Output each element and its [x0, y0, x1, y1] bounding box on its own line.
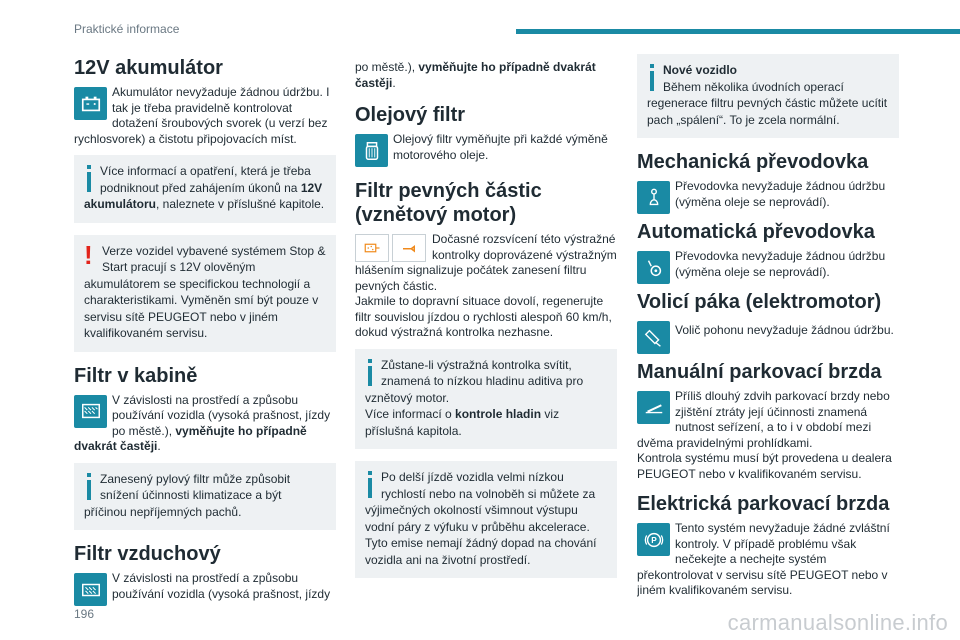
electric-parking-brake-text: Tento systém nevyžaduje žádné zvláštní kontroly. V případě problému však nečekejte a nechejte systém překontrolovat v servisu sítě PEUGEOT nebo v jiném kvalifikovaném servisu. [637, 521, 890, 597]
note-box-dpf-additive [355, 349, 617, 450]
warning-box-battery [74, 235, 336, 352]
section-title-manual-parking-brake: Manuální parkovací brzda [637, 361, 882, 383]
battery-note: Více informací a opatření, která je třeba podniknout před zahájením úkonů na 12V akumulátoru, naleznete v příslušné kapitole. [84, 164, 325, 211]
running-header: Praktické informace [74, 22, 180, 36]
manual-parking-brake-paragraph [637, 389, 899, 451]
note-box-cabin-filter [74, 463, 336, 531]
section-title-electric-parking-brake: Elektrická parkovací brzda [637, 493, 890, 515]
manual-gearbox-icon [637, 181, 670, 214]
dpf-text-2: Jakmile to dopravní situace dovolí, regenerujte filtr souvislou jízdou o rychlosti alespoň 60 km/h, dokud výstražná kontrolka nezhasne. [355, 294, 612, 339]
section-title-selector: Volicí páka (elektromotor) [637, 291, 882, 313]
warning-icon: ! [84, 239, 93, 270]
new-vehicle-note: Nové vozidlo Během několika úvodních operací regenerace filtru pevných částic můžete ucítit pach „spálení“. To je zcela normální. [647, 63, 888, 127]
manual-parking-brake-text-2: Kontrola systému musí být provedena u dealera PEUGEOT nebo v kvalifikovaném servisu. [637, 451, 892, 481]
info-icon [84, 473, 94, 503]
dpf-note-additive: Zůstane-li výstražná kontrolka svítit, znamená to nízkou hladinu aditiva pro vznětový motor. Více informací o kontrole hladin viz příslušná kapitola. [365, 357, 584, 438]
automatic-gearbox-text: Převodovka nevyžaduje žádnou údržbu (výměna oleje se neprovádí). [675, 249, 886, 279]
section-title-cabin-filter: Filtr v kabině [74, 364, 198, 387]
oil-filter-icon [355, 134, 388, 167]
section-title-manual-gearbox: Mechanická převodovka [637, 151, 869, 173]
wrench-icon [392, 234, 426, 262]
header-accent-bar [516, 29, 960, 34]
page-number: 196 [74, 607, 95, 621]
dpf-paragraph [355, 232, 617, 294]
manual-gearbox-text: Převodovka nevyžaduje žádnou údržbu (výměna oleje se neprovádí). [675, 179, 886, 209]
section-title-air-filter: Filtr vzduchový [74, 543, 221, 565]
info-icon [647, 64, 657, 94]
section-title-dpf: Filtr pevných částic (vznětový motor) [355, 180, 542, 226]
electric-parking-brake-icon [637, 523, 670, 556]
watermark: carmanualsonline.info [727, 610, 948, 635]
info-icon [84, 165, 94, 195]
manual-parking-brake-text-1: Příliš dlouhý zdvih parkovací brzdy nebo zjištění ztráty její účinnosti znamená nutnost seřízení, a to i v období mezi dvěma pravidelnými prohlídkami. [637, 389, 890, 450]
dpf-text-1: Dočasné rozsvícení této výstražné kontrolky doprovázené výstražným hlášením signalizuje počátek zanesení filtru pevných částic. [355, 232, 617, 293]
oil-filter-paragraph [355, 132, 617, 167]
section-title-battery: 12V akumulátor [74, 57, 223, 79]
automatic-gearbox-paragraph [637, 249, 899, 284]
note-box-new-vehicle [637, 54, 899, 138]
note-box-battery [74, 155, 336, 223]
battery-paragraph [74, 85, 336, 147]
battery-warning: Verze vozidel vybavené systémem Stop & Start pracují s 12V olověným akumulátorem se specifickou technologií a charakteristikami. Vyměněn smí být pouze v servisu sítě PEUGEOT nebo v jiném kvalifikovaném servisu. [84, 243, 326, 340]
info-icon [365, 471, 375, 501]
manual-gearbox-paragraph [637, 179, 899, 214]
selector-paragraph [637, 319, 899, 354]
parking-brake-lever-icon [637, 391, 670, 424]
column-2 [355, 50, 617, 590]
automatic-gearbox-icon [637, 251, 670, 284]
cabin-filter-paragraph [74, 393, 336, 455]
electric-parking-brake-paragraph [637, 521, 899, 599]
battery-text: Akumulátor nevyžaduje žádnou údržbu. I tak je třeba pravidelně kontrolovat dotažení šroubových svorek (u verzí bez rychlosvorek) a čistotu připojovacích míst. [74, 85, 330, 146]
section-title-oil-filter: Olejový filtr [355, 104, 466, 126]
dpf-note-steam: Po delší jízdě vozidla velmi nízkou rychlostí nebo na volnoběh si můžete za výjimečných okolností všimnout výstupu vodní páry z výfuku v průběhu akcelerace. Tyto emise nemají žádný dopad na chování vozidla ani na životní prostředí. [365, 470, 597, 567]
particle-filter-icon [355, 234, 389, 262]
air-filter-icon [74, 573, 107, 606]
svg-text:P: P [650, 535, 657, 545]
air-filter-paragraph [74, 571, 336, 606]
gear-selector-icon [637, 321, 670, 354]
battery-icon [74, 87, 107, 120]
column-1 [74, 50, 336, 606]
cabin-filter-note: Zanesený pylový filtr může způsobit snížení účinnosti klimatizace a být příčinou nepříjemných pachů. [84, 471, 291, 519]
info-icon [365, 359, 375, 389]
cabin-filter-text: V závislosti na prostředí a způsobu používání vozidla (vysoká prašnost, jízdy po městě.), vyměňujte ho případně dvakrát častěji. [74, 392, 331, 453]
column-3 [637, 50, 899, 599]
section-title-automatic-gearbox: Automatická převodovka [637, 221, 875, 243]
note-box-dpf-steam [355, 461, 617, 578]
selector-text: Volič pohonu nevyžaduje žádnou údržbu. [675, 323, 894, 337]
air-filter-text: V závislosti na prostředí a způsobu používání vozidla (vysoká prašnost, jízdy [112, 571, 331, 601]
cabin-filter-icon [74, 395, 107, 428]
dpf-warning-icons [355, 234, 426, 262]
air-filter-text-continued: po městě.), vyměňujte ho případně dvakrát častěji. [355, 60, 596, 90]
oil-filter-text: Olejový filtr vyměňujte při každé výměně motorového oleje. [393, 132, 608, 162]
